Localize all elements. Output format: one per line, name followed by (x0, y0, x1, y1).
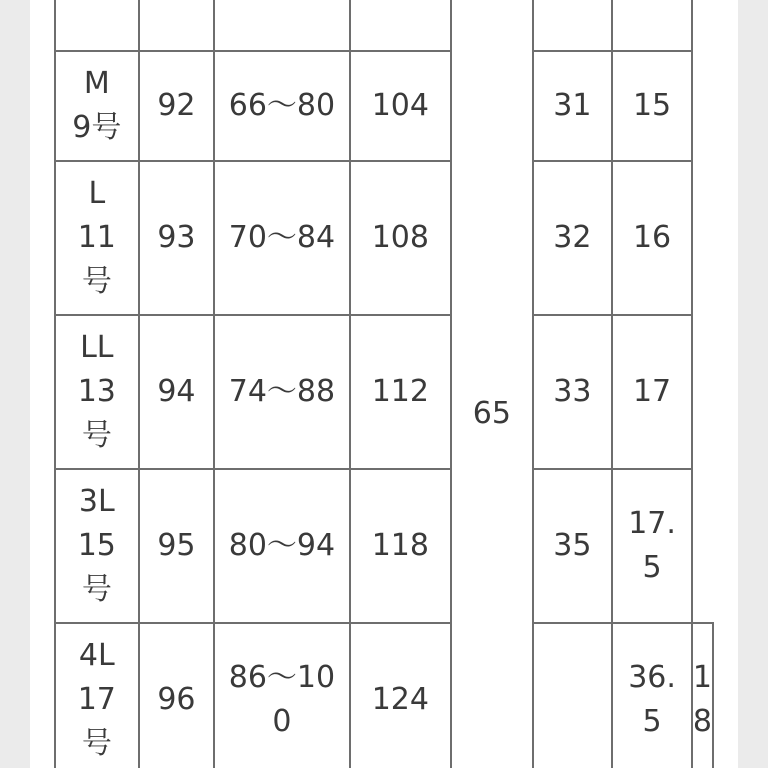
merged-blank-cell (533, 623, 613, 768)
merged-blank-cell (451, 0, 533, 51)
table-viewport (54, 0, 714, 768)
value-cell: 108 (350, 161, 451, 315)
value-cell (612, 0, 692, 51)
value-cell: 15 (612, 51, 692, 161)
range-cell: 70〜84 (214, 161, 349, 315)
value-cell: 118 (350, 469, 451, 623)
value-cell: 124 (350, 623, 451, 768)
table-row (55, 623, 713, 768)
range-cell: 66〜80 (214, 51, 349, 161)
value-cell: 112 (350, 315, 451, 469)
value-cell: 31 (533, 51, 613, 161)
merged-value-cell: 65 (451, 51, 533, 768)
size-cell: M 9号 (55, 51, 139, 161)
value-cell: 18 (692, 623, 713, 768)
value-cell: 95 (139, 469, 215, 623)
value-cell: 104 (350, 51, 451, 161)
value-cell: 94 (139, 315, 215, 469)
value-cell (533, 0, 613, 51)
value-cell: 33 (533, 315, 613, 469)
table-row (55, 0, 713, 51)
value-cell: 17 (612, 315, 692, 469)
value-cell: 93 (139, 161, 215, 315)
size-cell: L 11 号 (55, 161, 139, 315)
table-row (55, 51, 713, 161)
size-cell: LL 13 号 (55, 315, 139, 469)
size-cell: 4L 17 号 (55, 623, 139, 768)
value-cell (139, 0, 215, 51)
table-row (55, 469, 713, 623)
value-cell: 32 (533, 161, 613, 315)
value-cell: 16 (612, 161, 692, 315)
size-chart-table (54, 0, 714, 768)
table-row (55, 315, 713, 469)
value-cell: 35 (533, 469, 613, 623)
value-cell: 92 (139, 51, 215, 161)
size-cell: 3L 15 号 (55, 469, 139, 623)
value-cell (350, 0, 451, 51)
range-cell: 80〜94 (214, 469, 349, 623)
range-cell: 74〜88 (214, 315, 349, 469)
value-cell: 36. 5 (612, 623, 692, 768)
table-row (55, 161, 713, 315)
size-cell (55, 0, 139, 51)
value-cell: 96 (139, 623, 215, 768)
range-cell (214, 0, 349, 51)
value-cell: 17. 5 (612, 469, 692, 623)
range-cell: 86〜10 0 (214, 623, 349, 768)
